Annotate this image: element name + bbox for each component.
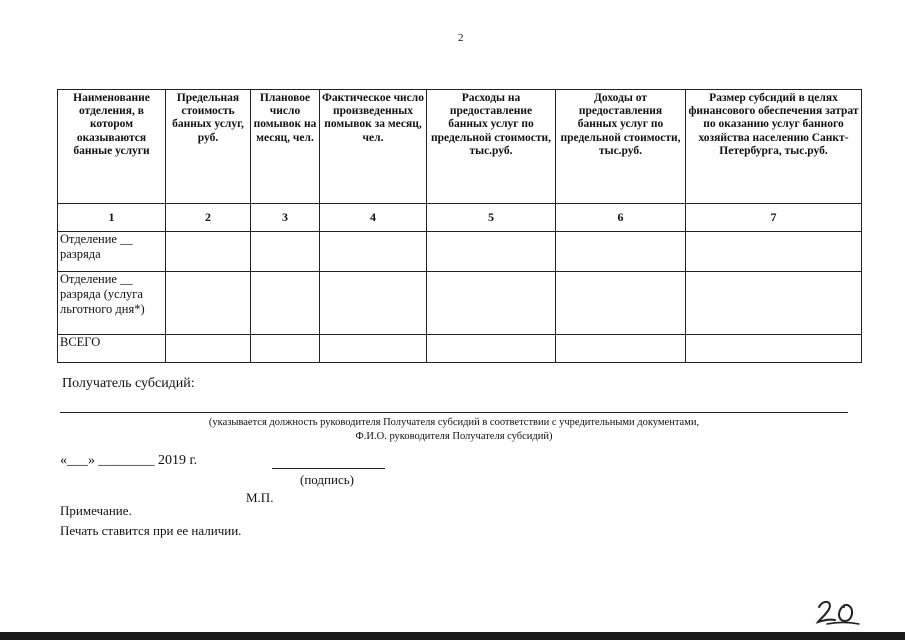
row-label: Отделение __ разряда — [58, 232, 166, 272]
table-cell — [427, 232, 556, 272]
recipient-hint-line1: (указывается должность руководителя Получателя субсидий в соответствии с учредительными документами, — [208, 417, 700, 428]
table-row-total — [58, 335, 862, 363]
header-actual-visits: Фактическое число произведенных помывок за месяц, чел. — [320, 90, 427, 204]
remark-text: Печать ставится при ее наличии. — [60, 523, 242, 538]
table-cell — [320, 272, 427, 335]
table-row — [58, 232, 862, 272]
signature-line — [272, 468, 385, 469]
table-cell — [166, 335, 251, 363]
remark-title: Примечание. — [60, 503, 132, 518]
recipient-hint-line2: Ф.И.О. руководителя Получателя субсидий) — [355, 431, 553, 442]
signature-caption: (подпись) — [300, 472, 354, 487]
row-label: Отделение __ разряда (услуга льготного дня*) — [58, 272, 166, 335]
column-number: 4 — [320, 204, 427, 232]
column-number: 5 — [427, 204, 556, 232]
table-cell — [320, 232, 427, 272]
table-cell — [251, 335, 320, 363]
recipient-signature-line — [60, 412, 848, 413]
recipient-label: Получатель субсидий: — [62, 376, 195, 391]
table-cell — [556, 272, 686, 335]
table-cell — [166, 232, 251, 272]
row-label: ВСЕГО — [58, 335, 166, 363]
column-number: 3 — [251, 204, 320, 232]
table-cell — [686, 335, 862, 363]
handwritten-page-mark — [815, 597, 865, 627]
header-subsidy-amount: Размер субсидий в целях финансового обеспечения затрат по оказанию услуг банного хозяйства населению Санкт-Петербурга, тыс.руб. — [686, 90, 862, 204]
subsidy-report-table — [57, 89, 862, 363]
table-header-row — [58, 90, 862, 204]
header-max-cost: Предельная стоимость банных услуг, руб. — [166, 90, 251, 204]
header-department-name: Наименование отделения, в котором оказываются банные услуги — [58, 90, 166, 204]
table-row — [58, 272, 862, 335]
table-cell — [686, 272, 862, 335]
scan-edge-bar — [0, 632, 905, 640]
header-expenses: Расходы на предоставление банных услуг по предельной стоимости, тыс.руб. — [427, 90, 556, 204]
table-cell — [166, 272, 251, 335]
table-cell — [320, 335, 427, 363]
column-numbers-row — [58, 204, 862, 232]
column-number: 6 — [556, 204, 686, 232]
table-cell — [556, 232, 686, 272]
column-number: 2 — [166, 204, 251, 232]
table-cell — [686, 232, 862, 272]
header-income: Доходы от предоставления банных услуг по предельной стоимости, тыс.руб. — [556, 90, 686, 204]
date-field: «___» ________ 2019 г. — [60, 453, 198, 468]
stamp-placeholder: М.П. — [246, 490, 274, 505]
header-planned-visits: Плановое число помывок на месяц, чел. — [251, 90, 320, 204]
page-number: 2 — [458, 32, 464, 44]
table-cell — [251, 232, 320, 272]
table-cell — [251, 272, 320, 335]
column-number: 1 — [58, 204, 166, 232]
table-cell — [427, 272, 556, 335]
table-cell — [427, 335, 556, 363]
column-number: 7 — [686, 204, 862, 232]
table-cell — [556, 335, 686, 363]
